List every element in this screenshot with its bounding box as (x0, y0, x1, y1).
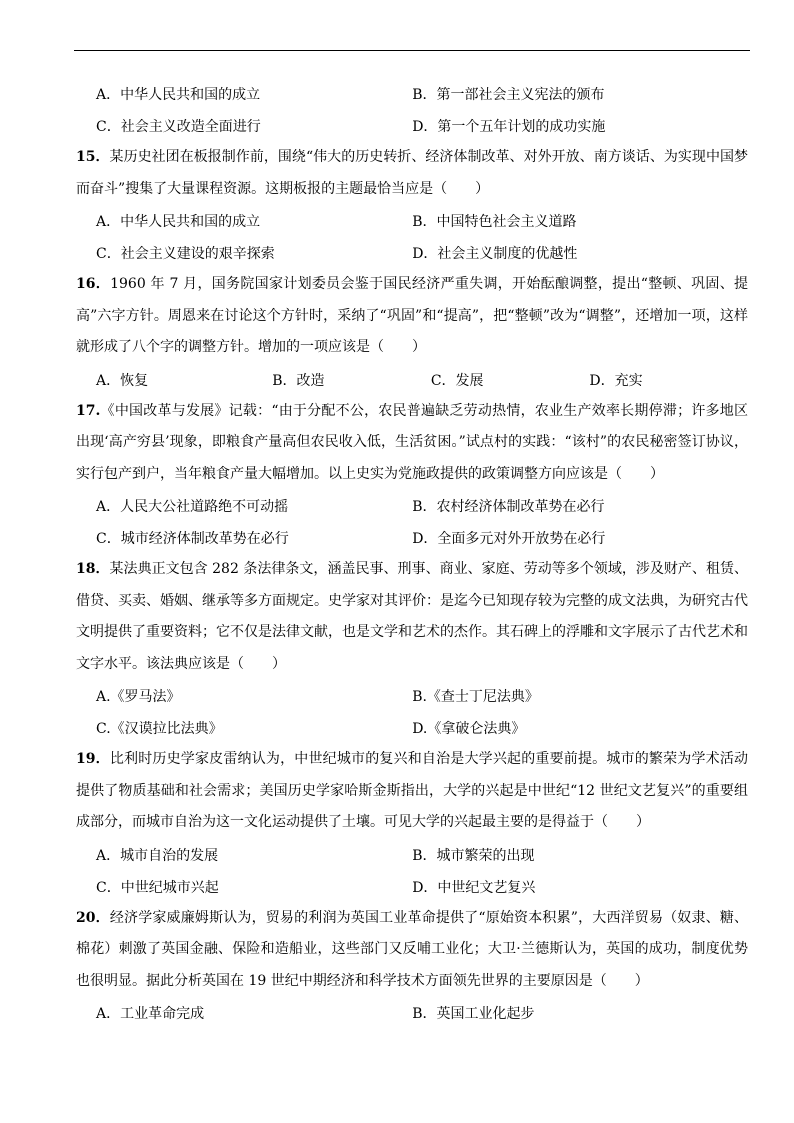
q18-options-row-2 (76, 712, 748, 744)
q17-option-c: C．城市经济体制改革势在必行 (96, 531, 289, 547)
q16-option-a: A．恢复 (96, 372, 149, 389)
q16-option-b: B．改造 (272, 372, 325, 389)
question-number: 15． (76, 149, 110, 165)
q17-option-d: D．全面多元对外开放势在必行 (412, 531, 606, 547)
q16-option-c: C．发展 (430, 372, 484, 389)
question-stem: 经济学家威廉姆斯认为，贸易的利润为英国工业革命提供了“原始资本积累”，大西洋贸易（奴隶、糖、棉花）刺激了英国金融、保险和造船业，这些部门又反哺工业化；大卫·兰德斯认为，英国的成功，制度优势也很明显。据此分析英国在 19 世纪中期经济和科学技术方面领先世界的主要原因是（ ） (76, 909, 749, 989)
q15-option-b: B．中国特色社会主义道路 (412, 214, 577, 230)
q14-option-a: A．中华人民共和国的成立 (96, 87, 261, 103)
question-20 (76, 903, 748, 998)
q14-options-row-1 (76, 78, 748, 110)
q19-option-b: B．城市繁荣的出现 (412, 847, 535, 864)
q20-option-a: A．工业革命完成 (96, 1006, 205, 1022)
q18-option-b: B.《查士丁尼法典》 (412, 689, 539, 705)
q14-options-row-2 (76, 110, 748, 142)
q19-option-d: D．中世纪文艺复兴 (412, 879, 536, 896)
q18-option-c: C.《汉谟拉比法典》 (96, 721, 223, 737)
q19-option-a: A．城市自治的发展 (96, 847, 219, 864)
q15-options-row-1 (76, 205, 748, 237)
question-18 (76, 554, 748, 680)
question-17 (76, 396, 748, 491)
question-stem: 《中国改革与发展》记载：“由于分配不公，农民普遍缺乏劳动热情，农业生产效率长期停滞；许多地区出现‘高产穷县’现象，即粮食产量高但农民收入低，生活贫困。”试点村的实践：“该村”的农民秘密签订协议，实行包产到户，当年粮食产量大幅增加。以上史实为党施政提供的政策调整方向应该是（ ） (76, 402, 748, 482)
q19-options-row-1 (76, 839, 748, 871)
q17-options-row-1 (76, 490, 748, 522)
q20-option-b: B．英国工业化起步 (412, 1006, 535, 1022)
q18-option-a: A.《罗马法》 (96, 689, 181, 705)
q18-options-row-1 (76, 680, 748, 712)
question-number: 19． (76, 751, 110, 767)
question-15 (76, 142, 748, 205)
question-stem: 某历史社团在板报制作前，围绕“伟大的历史转折、经济体制改革、对外开放、南方谈话、为实现中国梦而奋斗”搜集了大量课程资源。这期板报的主题最恰当应是（ ） (76, 149, 749, 197)
question-number: 17. (76, 402, 101, 419)
exam-page-content (76, 78, 748, 1029)
q19-option-c: C．中世纪城市兴起 (96, 879, 219, 896)
q14-option-b: B．第一部社会主义宪法的颁布 (412, 87, 605, 103)
q15-option-a: A．中华人民共和国的成立 (96, 214, 261, 230)
q17-options-row-2 (76, 522, 748, 554)
question-number: 18． (76, 561, 110, 577)
question-stem: 某法典正文包含 282 条法律条文，涵盖民事、刑事、商业、家庭、劳动等多个领域，涉及财产、租赁、借贷、买卖、婚姻、继承等多方面规定。史学家对其评价：是迄今已知现存较为完整的成文法典，为研究古代文明提供了重要资料；它不仅是法律文献，也是文学和艺术的杰作。其石碑上的浮雕和文字展示了古代艺术和文字水平。该法典应该是（ ） (76, 561, 749, 672)
q16-option-d: D．充实 (589, 372, 643, 389)
header-rule (74, 50, 750, 51)
q20-options-row-1 (76, 997, 748, 1029)
question-16 (76, 269, 748, 364)
q15-option-c: C．社会主义建设的艰辛探索 (96, 246, 275, 262)
question-number: 16． (76, 276, 111, 292)
question-number: 20． (76, 909, 110, 926)
question-stem: 1960 年 7 月，国务院国家计划委员会鉴于国民经济严重失调，开始酝酿调整，提出“整顿、巩固、提高”六字方针。周恩来在讨论这个方针时，采纳了“巩固”和“提高”，把“整顿”改为“调整”，还增加一项，这样就形成了八个字的调整方针。增加的一项应该是（ ） (76, 276, 749, 355)
q17-option-b: B．农村经济体制改革势在必行 (412, 499, 605, 515)
question-19 (76, 744, 748, 839)
question-stem: 比利时历史学家皮雷纳认为，中世纪城市的复兴和自治是大学兴起的重要前提。城市的繁荣为学术活动提供了物质基础和社会需求；美国历史学家哈斯金斯指出，大学的兴起是中世纪“12 世纪文艺复兴”的重要组成部分，而城市自治为这一文化运动提供了土壤。可见大学的兴起最主要的是得益于（ ） (76, 751, 749, 830)
q14-option-d: D．第一个五年计划的成功实施 (412, 119, 606, 135)
q16-options-row (76, 364, 748, 396)
q19-options-row-2 (76, 871, 748, 903)
q15-option-d: D．社会主义制度的优越性 (412, 246, 578, 262)
q14-option-c: C．社会主义改造全面进行 (96, 119, 261, 135)
q15-options-row-2 (76, 237, 748, 269)
q18-option-d: D.《拿破仑法典》 (412, 721, 526, 737)
q17-option-a: A．人民大公社道路绝不可动摇 (96, 499, 289, 515)
